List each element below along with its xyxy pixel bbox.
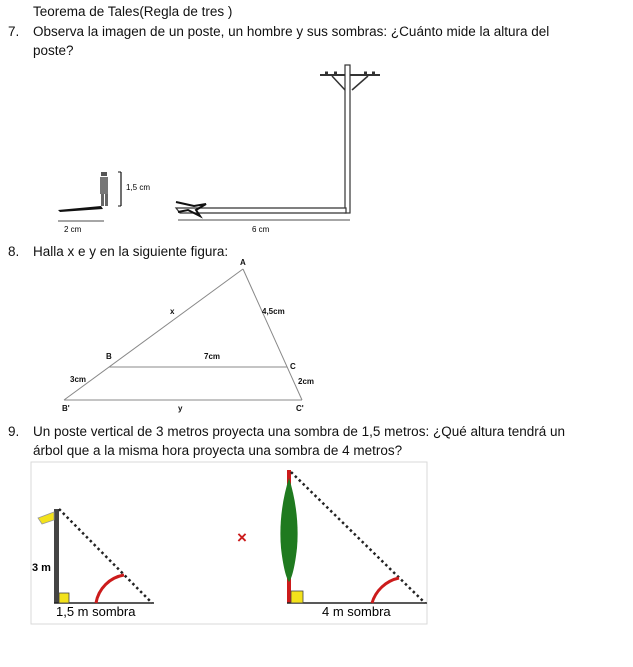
label-y: y — [178, 404, 183, 413]
label-bbprime: 3cm — [70, 375, 87, 384]
q9-text-line1: Un poste vertical de 3 metros proyecta una sombra de 1,5 metros: ¿Qué altura tendrá un — [33, 424, 566, 439]
pole-shadow-label: 6 cm — [252, 225, 270, 234]
vertex-c-label: C — [290, 362, 296, 371]
label-bc: 7cm — [204, 352, 221, 361]
vertex-b-label: B — [106, 352, 112, 361]
label-ccprime: 2cm — [298, 377, 315, 386]
q7-text-line2: poste? — [33, 43, 74, 58]
q8-number: 8. — [8, 244, 20, 259]
tree-right-angle — [291, 591, 303, 603]
label-x: x — [170, 307, 175, 316]
man-height-label: 1,5 cm — [126, 183, 151, 192]
thales-triangle-figure — [0, 255, 633, 420]
pole-right-angle — [59, 593, 69, 603]
pole-shadow-label-9: 1,5 m sombra — [56, 604, 136, 619]
q8-text: Halla x e y en la siguiente figura: — [33, 244, 229, 259]
utility-pole — [320, 65, 380, 213]
tree-shadow-label: 4 m sombra — [322, 604, 391, 619]
pole-height-label: 3 m — [32, 562, 51, 574]
q7-number: 7. — [8, 24, 20, 39]
shadow-problem-figure — [0, 460, 633, 630]
label-ac: 4,5cm — [262, 307, 285, 316]
q7-text-line1: Observa la imagen de un poste, un hombre y sus sombras: ¿Cuánto mide la altura del — [33, 24, 550, 39]
man-shadow — [58, 206, 103, 212]
vertex-bprime-label: B' — [62, 404, 70, 413]
lamp-post — [54, 509, 59, 603]
man-figure — [100, 172, 108, 206]
side-a-bprime — [64, 269, 243, 400]
unknown-marker: × — [237, 528, 247, 547]
pole-shadow — [176, 208, 346, 213]
side-a-cprime — [243, 269, 302, 400]
figure-frame — [31, 462, 427, 624]
page-title: Teorema de Tales(Regla de tres ) — [33, 4, 233, 19]
q9-text-line2: árbol que a la misma hora proyecta una sombra de 4 metros? — [33, 443, 403, 458]
man-shadow-label: 2 cm — [64, 225, 82, 234]
vertex-a-label: A — [240, 258, 246, 267]
vertex-cprime-label: C' — [296, 404, 304, 413]
q9-number: 9. — [8, 424, 20, 439]
pole-man-figure — [0, 60, 633, 240]
